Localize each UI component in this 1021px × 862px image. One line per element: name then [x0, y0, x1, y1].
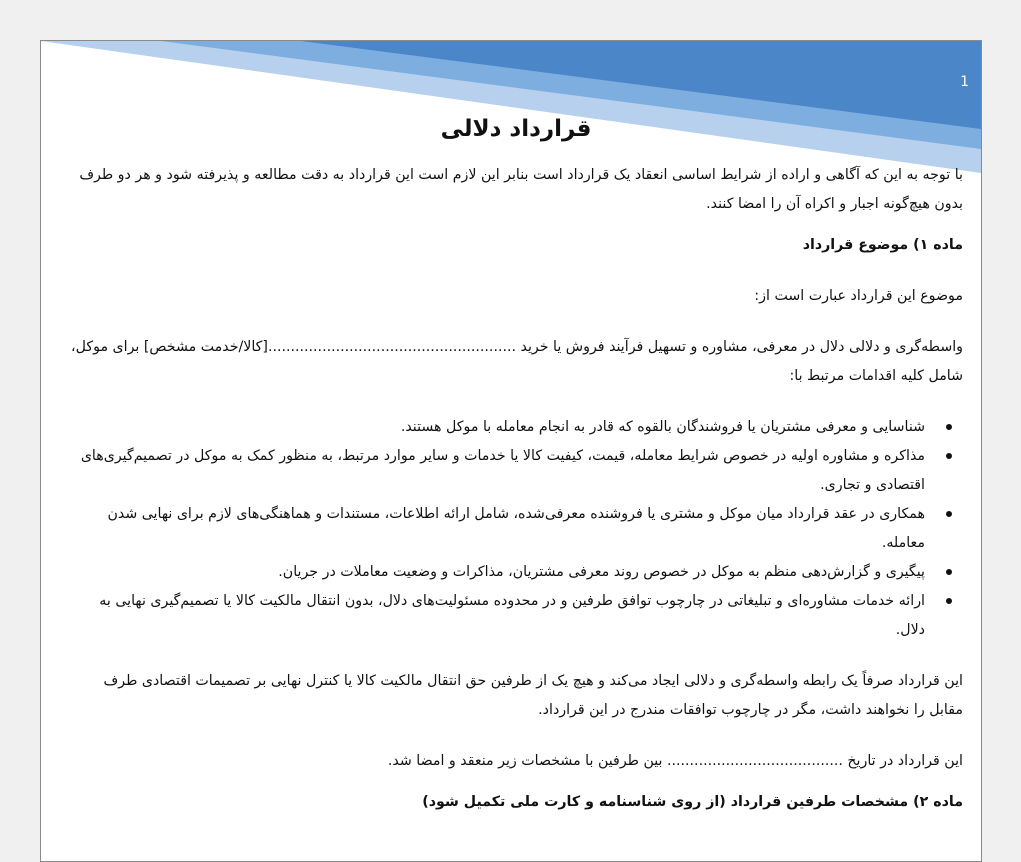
intro-paragraph: با توجه به این که آگاهی و اراده از شرایط اساسی انعقاد یک قرارداد است بنابر این لازم است این قرارداد به دقت مطالعه و پذیرفته شود و هر دو طرف بدون هیچ‌گونه اجبار و اکراه آن را امضا کنند.	[79, 167, 963, 212]
bullet-icon	[946, 569, 952, 575]
page-number: 1	[960, 74, 969, 90]
list-item-text: پیگیری و گزارش‌دهی منظم به موکل در خصوص روند معرفی مشتریان، مذاکرات و وضعیت معاملات در جریان.	[278, 564, 925, 580]
list-item-text: مذاکره و مشاوره اولیه در خصوص شرایط معامله، قیمت، کیفیت کالا یا خدمات و سایر موارد مرتبط، به منظور کمک به موکل در تصمیم‌گیری‌های اقتصادی و تجاری.	[80, 448, 925, 493]
list-item	[69, 413, 925, 442]
bullet-icon	[946, 453, 952, 459]
list-item	[69, 587, 925, 645]
document-page	[40, 40, 982, 862]
article-2-heading: ماده ۲) مشخصات طرفین قرارداد (از روی شناسنامه و کارت ملی تکمیل شود)	[422, 794, 963, 810]
article-1-heading: ماده ۱) موضوع قرارداد	[802, 237, 963, 253]
bullet-icon	[946, 598, 952, 604]
list-item-text: همکاری در عقد قرارداد میان موکل و مشتری یا فروشنده معرفی‌شده، شامل ارائه اطلاعات، مستندات و هماهنگی‌های لازم برای نهایی شدن معامله.	[107, 506, 925, 551]
list-item	[69, 442, 925, 500]
list-item-text: شناسایی و معرفی مشتریان یا فروشندگان بالقوه که قادر به انجام معامله با موکل هستند.	[400, 419, 925, 435]
list-item	[69, 500, 925, 558]
contract-date-line: این قرارداد در تاریخ ....................................... بین طرفین با مشخصات زیر منعقد و امضا شد.	[387, 753, 963, 769]
relationship-paragraph: این قرارداد صرفاً یک رابطه واسطه‌گری و دلالی ایجاد می‌کند و هیچ یک از طرفین حق انتقال مالکیت کالا یا کنترل نهایی بر تصمیمات اقتصادی طرف مقابل را نخواهند داشت، مگر در چارچوب توافقات مندرج در این قرارداد.	[103, 673, 963, 718]
bullet-icon	[946, 511, 952, 517]
scope-paragraph: واسطه‌گری و دلالی دلال در معرفی، مشاوره و تسهیل فرآیند فروش یا خرید .......................................................[کالا/خدمت مشخص] برای موکل، شامل کلیه اقدامات مرتبط با:	[71, 339, 963, 384]
subject-line: موضوع این قرارداد عبارت است از:	[754, 288, 963, 304]
list-item-text: ارائه خدمات مشاوره‌ای و تبلیغاتی در چارچوب توافق طرفین و در محدوده مسئولیت‌های دلال، بدون انتقال مالکیت کالا یا تصمیم‌گیری نهایی به دلال.	[99, 593, 925, 638]
document-title: قرارداد دلالی	[440, 116, 592, 142]
document-body	[69, 111, 963, 817]
list-item	[69, 558, 925, 587]
bullet-icon	[946, 424, 952, 430]
scope-bullet-list	[69, 413, 963, 645]
